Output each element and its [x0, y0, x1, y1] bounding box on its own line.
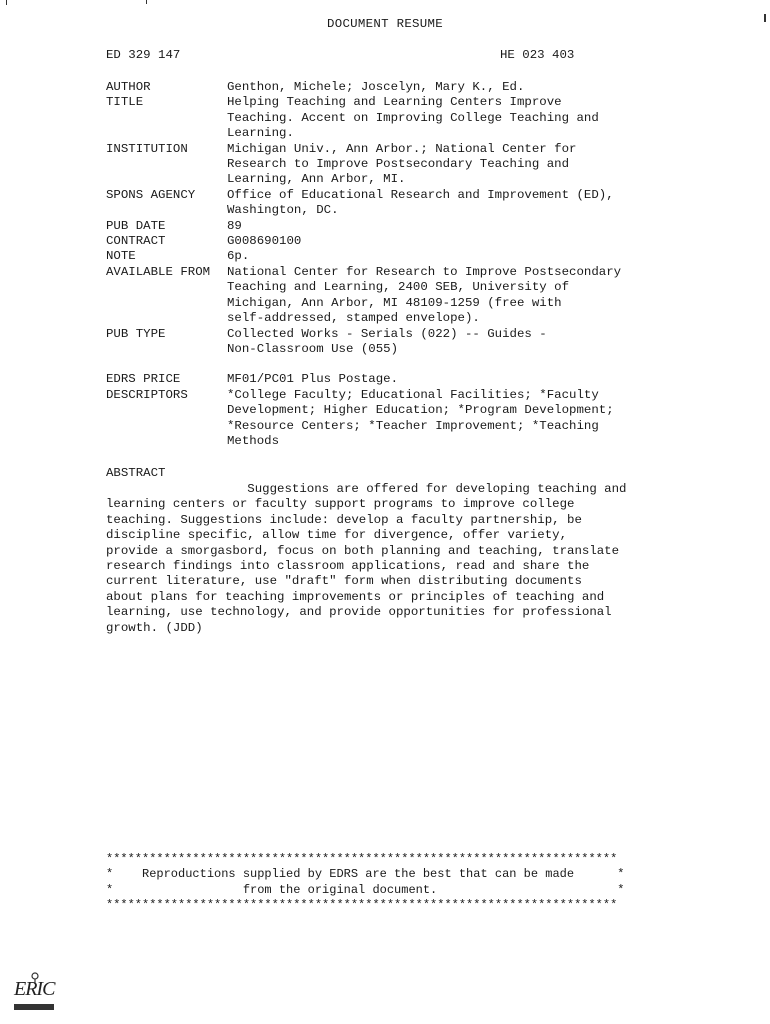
field-label: AVAILABLE FROM [106, 264, 211, 279]
field-label: SPONS AGENCY [106, 187, 196, 202]
eric-logo-bar [14, 1004, 54, 1010]
field-value: *College Faculty; Educational Facilities; *Faculty Development; Higher Education; *Program Development; *Resource Centers; *Teacher Improvement; *Teaching Methods [227, 387, 614, 448]
notice-line-1: * Reproductions supplied by EDRS are the best that can be made * [106, 867, 625, 882]
field-edrs-price [106, 372, 646, 387]
field-value: G008690100 [227, 234, 302, 249]
abstract-heading: ABSTRACT [106, 466, 166, 480]
field-value: Genthon, Michele; Joscelyn, Mary K., Ed. [227, 80, 525, 94]
field-label: NOTE [106, 249, 136, 264]
field-author [106, 80, 646, 95]
field-value: Helping Teaching and Learning Centers Improve Teaching. Accent on Improving College Teaching and Learning. [227, 95, 599, 141]
document-title: DOCUMENT RESUME [326, 17, 444, 31]
notice-border-bottom: *********************************************************************** [106, 898, 618, 913]
field-value: Office of Educational Research and Improvement (ED), Washington, DC. [227, 187, 614, 218]
field-label: TITLE [106, 95, 144, 110]
bibliographic-fields [106, 80, 646, 449]
field-institution [106, 142, 646, 188]
field-value: 6p. [227, 249, 250, 264]
field-value: 89 [227, 218, 242, 233]
eric-logo-text: ERIC [14, 978, 55, 1000]
abstract-body: Suggestions are offered for developing teaching and learning centers or faculty support programs to improve college teaching. Suggestions include: develop a faculty partnership, be discipline specific, allow time for divergence, offer variety, provide a smorgasbord, focus on both planning and teaching, translate research findings into classroom applications, read and share the current literature, use "draft" form when distributing documents about plans for teaching improvements or principles of teaching and learning, use technology, and provide opportunities for professional growth. (JDD) [106, 482, 627, 635]
field-value: Michigan Univ., Ann Arbor.; National Center for Research to Improve Postsecondary Teaching and Learning, Ann Arbor, MI. [227, 141, 577, 187]
field-pub-date [106, 219, 646, 234]
field-pub-type [106, 327, 646, 358]
field-value: MF01/PC01 Plus Postage. [227, 372, 399, 387]
field-label: PUB TYPE [106, 326, 166, 341]
notice-border-top: *********************************************************************** [106, 852, 618, 866]
field-contract [106, 234, 646, 249]
field-value: Collected Works - Serials (022) -- Guides - Non-Classroom Use (055) [227, 326, 547, 356]
corner-tick-mark [146, 0, 147, 4]
field-value: National Center for Research to Improve Postsecondary Teaching and Learning, 2400 SEB, University of Michigan, Ann Arbor, MI 48109-1259 (free with self-addressed, stamped envelope). [227, 264, 622, 326]
field-spons-agency [106, 188, 646, 219]
field-available-from [106, 265, 646, 327]
field-label: INSTITUTION [106, 141, 188, 156]
reproduction-notice [106, 852, 624, 914]
field-descriptors [106, 388, 646, 450]
clearinghouse-number: HE 023 403 [500, 48, 575, 62]
field-label: AUTHOR [106, 80, 151, 94]
field-note [106, 249, 646, 264]
corner-tick-mark [6, 0, 7, 5]
field-label: EDRS PRICE [106, 372, 181, 387]
field-label: CONTRACT [106, 234, 166, 249]
notice-line-2: * from the original document. * [106, 882, 625, 897]
ed-accession-number: ED 329 147 [106, 48, 181, 62]
field-label: PUB DATE [106, 218, 166, 233]
field-label: DESCRIPTORS [106, 387, 188, 402]
field-title [106, 95, 646, 141]
